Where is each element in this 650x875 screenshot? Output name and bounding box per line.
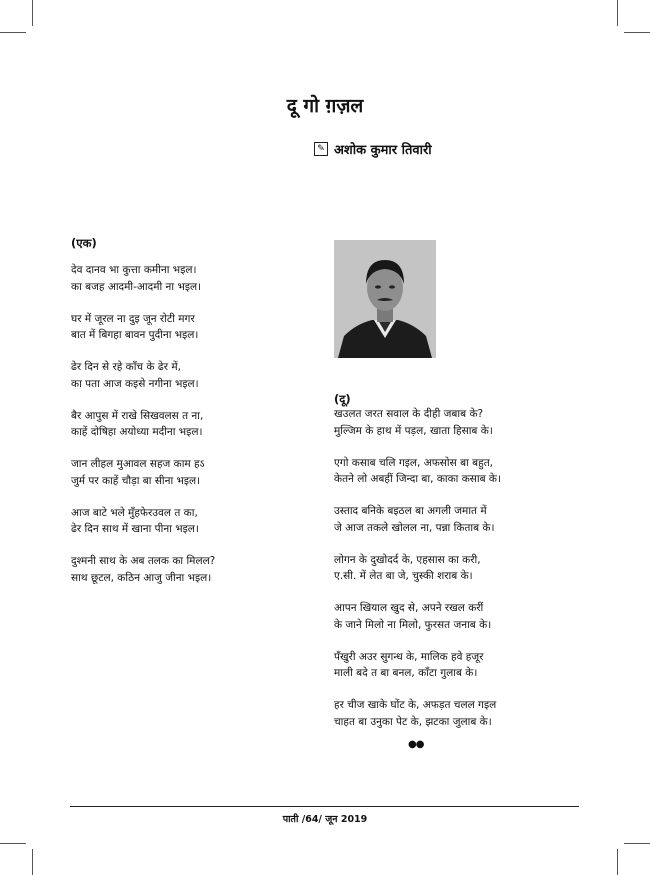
author-name: अशोक कुमार तिवारी xyxy=(334,143,432,158)
couplet xyxy=(71,262,311,295)
verse-line: जान लीहल मुआवल सहज काम हऽ xyxy=(71,458,205,470)
crop-mark xyxy=(624,32,650,33)
footer-rule xyxy=(70,806,579,807)
verse-line: का बजह आदमी-आदमी ना भइल। xyxy=(71,280,202,293)
verse-line: ढेर दिन साथ में खाना पीना भइल। xyxy=(71,523,199,535)
couplet xyxy=(71,456,311,489)
ghazal-one-couplets xyxy=(71,262,311,586)
verse-line: आपन खियाल खुद से, अपने रखल करीं xyxy=(334,602,484,614)
verse-line: ए.सी. में लेत बा जे, चुस्की शराब के। xyxy=(334,570,473,582)
verse-line: ढेर दिन से रहे काँच के ढेर में, xyxy=(71,361,181,373)
couplet xyxy=(71,505,311,538)
verse-line: साथ छूटल, कठिन आजु जीना भइल। xyxy=(71,571,212,584)
couplet xyxy=(334,697,574,730)
crop-mark xyxy=(0,843,26,844)
crop-mark xyxy=(617,0,618,26)
ghazal-one-heading: (एक) xyxy=(71,236,97,250)
couplet xyxy=(71,359,311,392)
page-title: दू गो ग़ज़ल xyxy=(286,95,364,117)
crop-mark xyxy=(624,843,650,844)
ghazal-two-heading: (दू) xyxy=(334,392,351,406)
couplet xyxy=(334,503,574,536)
verse-line: जुर्म पर काहें चौड़ा बा सीना भइल। xyxy=(71,474,201,487)
verse-line: का पता आज कइसे नगीना भइल। xyxy=(71,377,199,390)
page-footer: पाती /64/ जून 2019 xyxy=(282,814,368,825)
couplet xyxy=(334,455,574,488)
verse-line: काहें दोषिहा अयोध्या मदीना भइल। xyxy=(71,426,203,438)
verse-line: उस्ताद बनिके बइठल बा अगली जमात में xyxy=(334,505,487,517)
verse-line: बैर आपुस में राखे सिखवलस त ना, xyxy=(71,409,204,422)
verse-line: जे आज तकले खोलल ना, पन्ना किताब के। xyxy=(334,521,495,534)
verse-line: घर में जूरल ना दुइ जून रोटी मगर xyxy=(71,312,195,325)
ghazal-one xyxy=(71,236,311,602)
verse-line: केतने लो अबहीं जिन्दा बा, काका कसाब के। xyxy=(334,473,501,485)
end-mark: ●● xyxy=(408,739,424,750)
couplet xyxy=(71,311,311,344)
verse-line: बात में बिगहा बावन पुदीना भइल। xyxy=(71,329,199,341)
verse-line: देव दानव भा कुत्ता कमीना भइल। xyxy=(71,264,197,276)
ghazal-two-couplets xyxy=(334,406,574,730)
couplet xyxy=(334,600,574,633)
verse-line: आज बाटे भले मुँहफेरउवल त का, xyxy=(71,506,198,519)
verse-line: चाहत बा उनुका पेट के, झटका जुलाब के। xyxy=(334,715,492,728)
verse-line: एगो कसाब चलि गइल, अफसोस बा बहुत, xyxy=(334,456,494,469)
author-photo xyxy=(334,240,436,358)
crop-mark xyxy=(0,32,26,33)
verse-line: खउलत जरत सवाल के दीही जबाब के? xyxy=(334,408,484,420)
couplet xyxy=(334,649,574,682)
crop-mark xyxy=(617,849,618,875)
verse-line: दुश्मनी साथ के अब तलक का मिलल? xyxy=(71,555,216,567)
couplet xyxy=(71,408,311,441)
author-line xyxy=(314,140,432,158)
couplet xyxy=(334,552,574,585)
crop-mark xyxy=(32,849,33,875)
verse-line: लोगन के दुखोदर्द के, एहसास का करी, xyxy=(334,553,481,566)
verse-line: मुल्जिम के हाथ में पड़ल, खाता हिसाब के। xyxy=(334,424,493,437)
verse-line: माली बदे त बा बनल, काँटा गुलाब के। xyxy=(334,667,478,679)
couplet xyxy=(334,406,574,439)
ghazal-two xyxy=(334,393,574,746)
couplet xyxy=(71,553,311,586)
pen-icon: ✎ xyxy=(314,142,328,156)
verse-line: पँखुरी अउर सुगन्ध के, मालिक हवे हजूर xyxy=(334,650,484,663)
verse-line: के जाने मिलो ना मिलो, फुरसत जनाब के। xyxy=(334,618,492,631)
verse-line: हर चीज खाके घोंट के, अफड़त चलल गइल xyxy=(334,699,497,711)
crop-mark xyxy=(32,0,33,26)
